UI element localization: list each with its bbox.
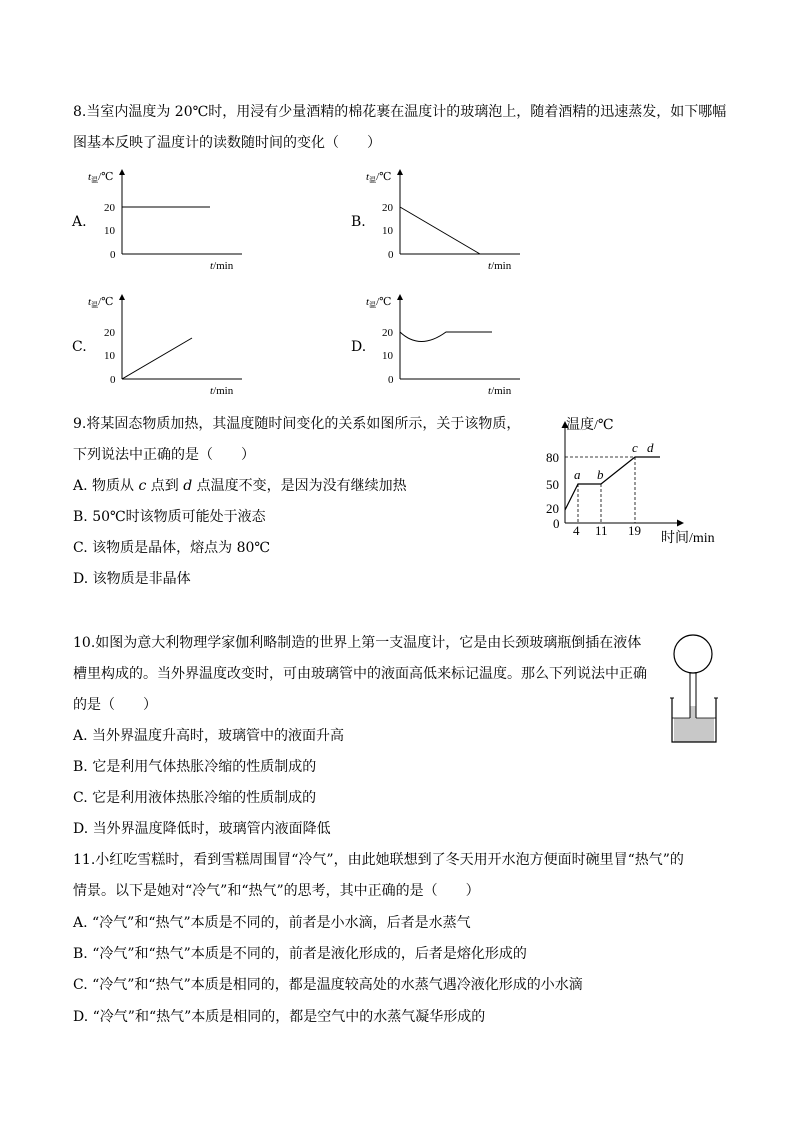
q9-heating-chart [540, 412, 730, 552]
svg-text:20: 20 [382, 327, 393, 339]
svg-text:t/min: t/min [210, 385, 234, 397]
q10-option-a[interactable]: A. 当外界温度升高时，玻璃管中的液面升高 [73, 728, 345, 744]
q8-graph-c [82, 289, 282, 399]
svg-text:t温/℃: t温/℃ [88, 296, 114, 309]
y-axis-label: t温/℃ [88, 171, 114, 184]
q10-stem-line2: 槽里构成的。当外界温度改变时，可由玻璃管中的液面高低来标记温度。那么下列说法中正确 [73, 666, 647, 682]
svg-text:10: 10 [104, 350, 115, 362]
q8-graph-b [360, 164, 560, 274]
q11-stem-line1: 11.小红吃雪糕时，看到雪糕周围冒“冷气”，由此她联想到了冬天用开水泡方便面时碗里冒“热气”的 [73, 852, 684, 868]
svg-text:20: 20 [382, 202, 393, 214]
q9-y-axis-label: 温度/℃ [566, 418, 614, 433]
svg-text:t温/℃: t温/℃ [366, 171, 392, 184]
q9-point-c: c [632, 440, 638, 455]
q9-option-a[interactable]: A. 物质从 c 点到 d 点温度不变，是因为没有继续加热 [73, 478, 407, 494]
svg-text:0: 0 [388, 374, 394, 386]
q8-option-d-letter[interactable]: D. [351, 339, 367, 355]
q10-option-d[interactable]: D. 当外界温度降低时，玻璃管内液面降低 [73, 821, 331, 837]
q10-stem-line1: 10.如图为意大利物理学家伽利略制造的世界上第一支温度计，它是由长颈玻璃瓶倒插在液体 [73, 635, 642, 651]
svg-text:10: 10 [382, 350, 393, 362]
svg-text:0: 0 [388, 249, 394, 261]
q9-ytick-0: 0 [553, 516, 560, 531]
tick-20: 20 [104, 202, 115, 214]
q8-stem-line2: 图基本反映了温度计的读数随时间的变化（ ） [73, 135, 381, 151]
q11-option-d[interactable]: D. “冷气”和“热气”本质是相同的，都是空气中的水蒸气凝华形成的 [73, 1009, 486, 1025]
graph-d-line [400, 332, 492, 342]
x-axis-label: t/min [210, 260, 234, 272]
q9-xtick-4: 4 [573, 523, 580, 538]
q9-curve [565, 457, 660, 510]
q9-stem-line1: 9.将某固态物质加热，其温度随时间变化的关系如图所示，关于该物质， [73, 416, 521, 432]
q9-point-d: d [647, 440, 654, 455]
q10-option-c[interactable]: C. 它是利用液体热胀冷缩的性质制成的 [73, 790, 317, 806]
q10-stem-line3: 的是（ ） [73, 697, 157, 713]
graph-b-line [400, 207, 480, 254]
q8-stem-line1: 8.当室内温度为 20℃时，用浸有少量酒精的棉花裹在温度计的玻璃泡上，随着酒精的迅速蒸发，如下哪幅 [73, 104, 727, 120]
q9-stem-line2: 下列说法中正确的是（ ） [73, 447, 255, 463]
q8-graph-d [360, 289, 560, 399]
q9-point-a: a [574, 467, 581, 482]
svg-text:t温/℃: t温/℃ [366, 296, 392, 309]
q9-x-axis-label: 时间/min [661, 531, 715, 546]
q8-graph-a [82, 164, 282, 274]
svg-text:t/min: t/min [488, 385, 512, 397]
graph-c-line [122, 338, 192, 379]
q9-option-c[interactable]: C. 该物质是晶体，熔点为 80℃ [73, 540, 271, 556]
q9-xtick-11: 11 [595, 523, 608, 538]
q11-stem-line2: 情景。以下是她对“冷气”和“热气”的思考，其中正确的是（ ） [73, 883, 480, 899]
q9-ytick-20: 20 [546, 501, 559, 516]
q9-point-b: b [597, 467, 604, 482]
svg-text:20: 20 [104, 327, 115, 339]
galileo-thermometer-figure [668, 632, 728, 748]
q8-option-a-letter[interactable]: A. [72, 214, 87, 230]
q9-ytick-80: 80 [546, 450, 559, 465]
q9-option-d[interactable]: D. 该物质是非晶体 [73, 571, 191, 587]
tick-0: 0 [110, 249, 116, 261]
q11-option-a[interactable]: A. “冷气”和“热气”本质是不同的，前者是小水滴，后者是水蒸气 [73, 915, 471, 931]
q9-xtick-19: 19 [628, 523, 641, 538]
q9-option-b[interactable]: B. 50℃时该物质可能处于液态 [73, 509, 266, 525]
svg-text:10: 10 [382, 225, 393, 237]
svg-text:0: 0 [110, 374, 116, 386]
q8-option-b-letter[interactable]: B. [351, 214, 366, 230]
q10-option-b[interactable]: B. 它是利用气体热胀冷缩的性质制成的 [73, 759, 317, 775]
q11-option-b[interactable]: B. “冷气”和“热气”本质是不同的，前者是液化形成的，后者是熔化形成的 [73, 946, 527, 962]
q9-ytick-50: 50 [546, 477, 559, 492]
q8-option-c-letter[interactable]: C. [72, 339, 87, 355]
tick-10: 10 [104, 225, 115, 237]
svg-text:t/min: t/min [488, 260, 512, 272]
q11-option-c[interactable]: C. “冷气”和“热气”本质是相同的，都是温度较高处的水蒸气遇冷液化形成的小水滴 [73, 977, 583, 993]
